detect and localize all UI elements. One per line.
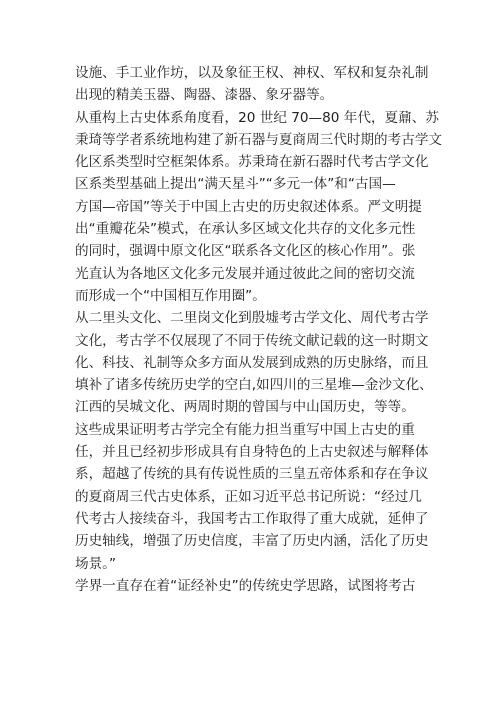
text-line: 光直认为各地区文化多元发展并通过彼此之间的密切交流 <box>75 265 415 282</box>
text-line: 方国—帝国”等关于中国上古史的历史叙述体系。严文明提 <box>75 198 422 215</box>
text-line: 秉琦等学者系统地构建了新石器与夏商周三代时期的考古学文 <box>75 131 443 148</box>
text-line: 文化，考古学不仅展现了不同于传统文献记载的这一时期文 <box>75 332 429 349</box>
text-line: 区系类型基础上提出“满天星斗”“多元一体”和“古国— <box>75 176 396 193</box>
text-line: 场景。” <box>75 555 117 572</box>
text-line: 任，并且已经初步形成具有自身特色的上古史叙述与解释体 <box>75 444 429 461</box>
text-line: 学界一直存在着“证经补史”的传统史学思路，试图将考古 <box>75 577 416 594</box>
text-line: 化、科技、礼制等众多方面从发展到成熟的历史脉络，而且 <box>75 354 429 371</box>
text-line: 的同时，强调中原文化区“联系各文化区的核心作用”。张 <box>75 243 416 260</box>
text-line: 历史轴线，增强了历史信度，丰富了历史内涵，活化了历史 <box>75 533 429 550</box>
text-line: 填补了诸多传统历史学的空白,如四川的三星堆—金沙文化、 <box>75 377 433 394</box>
text-line: 从二里头文化、二里岗文化到殷墟考古学文化、周代考古学 <box>75 310 429 327</box>
text-line: 江西的吴城文化、两周时期的曾国与中山国历史，等等。 <box>75 399 415 416</box>
text-line: 设施、手工业作坊，以及象征王权、神权、军权和复杂礼制 <box>75 65 429 81</box>
text-line: 而形成一个“中国相互作用圈”。 <box>75 287 266 304</box>
text-line: 的夏商周三代古史体系，正如习近平总书记所说：“经过几 <box>75 488 422 505</box>
text-line: 化区系类型时空框架体系。苏秉琦在新石器时代考古学文化 <box>75 154 429 171</box>
text-line: 出“重瓣花朵”模式，在承认多区域文化共存的文化多元性 <box>75 221 416 238</box>
text-line: 代考古人接续奋斗，我国考古工作取得了重大成就，延伸了 <box>75 510 429 527</box>
text-line: 这些成果证明考古学完全有能力担当重写中国上古史的重 <box>75 421 415 438</box>
text-line: 出现的精美玉器、陶器、漆器、象牙器等。 <box>75 87 334 104</box>
body-text <box>75 62 443 597</box>
text-line: 系，超越了传统的具有传说性质的三皇五帝体系和存在争议 <box>75 466 429 483</box>
text-line: 从重构上古史体系角度看，20 世纪 70—80 年代，夏鼐、苏 <box>75 109 439 126</box>
